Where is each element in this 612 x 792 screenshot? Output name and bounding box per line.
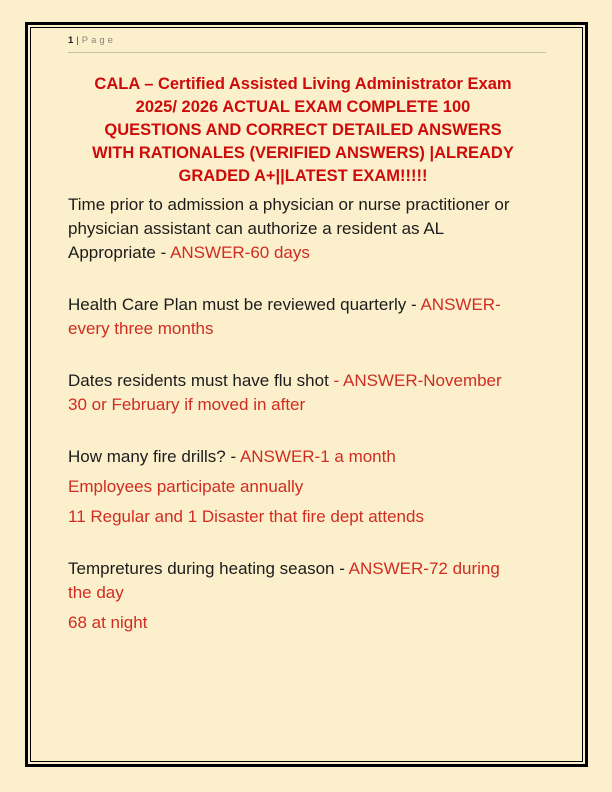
answer-text: - ANSWER-November 30 or February if moved in after bbox=[68, 371, 502, 414]
qa-paragraph bbox=[68, 193, 520, 265]
answer-text: ANSWER-every three months bbox=[68, 295, 501, 338]
title-line: 2025/ 2026 ACTUAL EXAM COMPLETE 100 bbox=[135, 98, 471, 116]
question-text: Time prior to admission a physician or nurse practitioner or physician assistant can authorize a resident as AL Appropriate - bbox=[68, 195, 510, 262]
page-header-separator: | bbox=[76, 35, 79, 46]
answer-extra-line: 11 Regular and 1 Disaster that fire dept attends bbox=[68, 507, 424, 526]
answer-text: ANSWER-60 days bbox=[170, 243, 310, 262]
question-text: Dates residents must have flu shot bbox=[68, 371, 334, 390]
qa-block bbox=[68, 369, 520, 417]
qa-paragraph bbox=[68, 293, 520, 341]
document-title bbox=[68, 73, 538, 188]
qa-list bbox=[68, 193, 520, 635]
qa-paragraph bbox=[68, 369, 520, 417]
page-header-label: Page bbox=[81, 35, 116, 46]
qa-paragraph bbox=[68, 445, 520, 469]
title-line: GRADED A+||LATEST EXAM!!!!! bbox=[178, 167, 428, 185]
answer-text: ANSWER-1 a month bbox=[239, 447, 396, 466]
qa-block bbox=[68, 293, 520, 341]
answer-extra-line: Employees participate annually bbox=[68, 477, 304, 496]
page-content bbox=[31, 28, 582, 635]
title-line: CALA – Certified Assisted Living Administrator Exam bbox=[94, 75, 512, 93]
answer-extra-line: 68 at night bbox=[68, 613, 148, 632]
page-border-inner bbox=[30, 27, 583, 762]
qa-block bbox=[68, 557, 520, 635]
qa-block bbox=[68, 445, 520, 529]
title-line: QUESTIONS AND CORRECT DETAILED ANSWERS bbox=[104, 121, 502, 139]
page-number: 1 bbox=[68, 35, 74, 46]
qa-paragraph bbox=[68, 557, 520, 605]
title-line: WITH RATIONALES (VERIFIED ANSWERS) |ALREADY bbox=[92, 144, 514, 162]
page-header bbox=[68, 34, 546, 53]
answer-text: ANSWER-72 during the day bbox=[68, 559, 500, 602]
page-border bbox=[25, 22, 588, 767]
question-text: Tempretures during heating season - bbox=[68, 559, 349, 578]
question-text: Health Care Plan must be reviewed quarterly - bbox=[68, 295, 421, 314]
question-text: How many fire drills? - bbox=[68, 447, 240, 466]
qa-block bbox=[68, 193, 520, 265]
